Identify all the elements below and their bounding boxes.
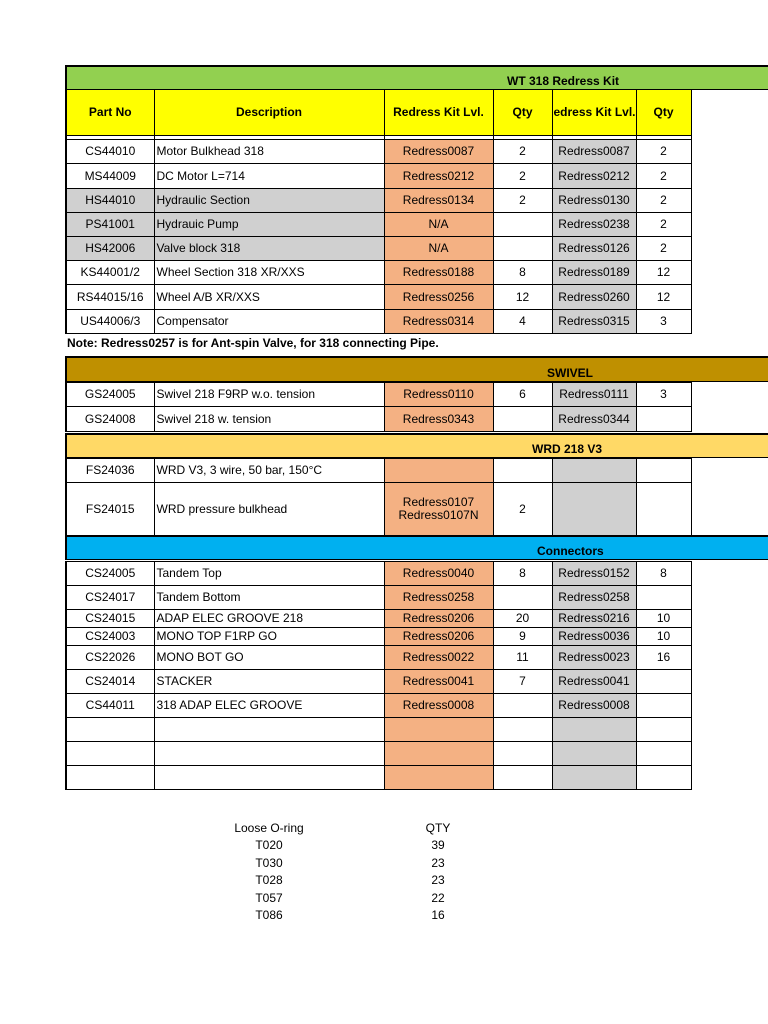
loose-oring-qty-label: QTY xyxy=(425,821,451,835)
table-row xyxy=(66,586,691,610)
wt318-title: WT 318 Redress Kit xyxy=(507,74,620,88)
wrd-title: WRD 218 V3 xyxy=(532,442,603,456)
qty-alt-cell: 16 xyxy=(636,646,691,670)
oring-name: T086 xyxy=(255,908,283,922)
qty-cell: 8 xyxy=(493,261,552,285)
part-no-cell xyxy=(66,718,154,742)
redress-kit-cell: Redress0134 xyxy=(384,189,493,213)
redress-kit-cell: N/A xyxy=(384,237,493,261)
qty-cell: 2 xyxy=(493,483,552,536)
qty-cell: 7 xyxy=(493,670,552,694)
wrd-title-band xyxy=(65,433,768,458)
table-row xyxy=(66,766,691,790)
qty-cell xyxy=(493,586,552,610)
description-cell xyxy=(154,742,384,766)
qty-cell xyxy=(493,742,552,766)
part-no-cell: FS24036 xyxy=(66,459,154,483)
redress-kit-cell: Redress0008 xyxy=(384,694,493,718)
description-cell: Swivel 218 w. tension xyxy=(154,407,384,432)
oring-qty: 16 xyxy=(431,908,445,922)
oring-qty: 23 xyxy=(431,873,445,887)
connectors-title-band xyxy=(65,535,768,560)
part-no-cell: CS44010 xyxy=(66,140,154,164)
part-no-cell: CS44011 xyxy=(66,694,154,718)
qty-alt-cell xyxy=(636,694,691,718)
wt318-note: Note: Redress0257 is for Ant-spin Valve, for 318 connecting Pipe. xyxy=(67,336,439,350)
redress-kit-cell: Redress0206 xyxy=(384,628,493,646)
redress-kit-cell xyxy=(384,718,493,742)
qty-cell: 12 xyxy=(493,285,552,310)
table-row xyxy=(66,310,691,334)
description-cell: Compensator xyxy=(154,310,384,334)
part-no-cell: CS22026 xyxy=(66,646,154,670)
description-cell: Hydrauic Pump xyxy=(154,213,384,237)
part-no-cell: KS44001/2 xyxy=(66,261,154,285)
oring-qty: 23 xyxy=(431,855,445,870)
qty-alt-cell: 2 xyxy=(636,189,691,213)
redress-kit-cell: Redress0022 xyxy=(384,646,493,670)
redress-kit-alt-cell: Redress0258 xyxy=(552,586,636,610)
header-kit2: edress Kit Lvl. xyxy=(552,90,636,136)
swivel-title: SWIVEL xyxy=(547,366,594,380)
redress-kit-alt-cell: Redress0008 xyxy=(552,694,636,718)
redress-kit-alt-cell: Redress0216 xyxy=(552,610,636,628)
redress-kit-line: Redress0107 xyxy=(402,495,475,510)
qty-alt-cell: 12 xyxy=(636,261,691,285)
oring-name: T057 xyxy=(255,890,283,905)
part-no-cell: CS24014 xyxy=(66,670,154,694)
redress-kit-cell: Redress0258 xyxy=(384,586,493,610)
table-row xyxy=(66,237,691,261)
qty-cell: 9 xyxy=(493,628,552,646)
qty-alt-cell: 12 xyxy=(636,285,691,310)
table-row xyxy=(66,213,691,237)
part-no-cell: GS24008 xyxy=(66,407,154,432)
redress-kit-alt-cell: Redress0130 xyxy=(552,189,636,213)
part-no-cell: CS24005 xyxy=(66,562,154,586)
table-row xyxy=(66,261,691,285)
qty-cell: 20 xyxy=(493,610,552,628)
qty-alt-cell xyxy=(636,459,691,483)
header-kit1: Redress Kit Lvl. xyxy=(384,90,493,136)
header-part-no: Part No xyxy=(66,90,154,136)
qty-cell: 4 xyxy=(493,310,552,334)
redress-kit-cell: Redress0314 xyxy=(384,310,493,334)
qty-alt-cell: 2 xyxy=(636,164,691,189)
header-qty1: Qty xyxy=(493,90,552,136)
wrd-table xyxy=(65,458,692,536)
redress-kit-cell: Redress0212 xyxy=(384,164,493,189)
oring-qty: 22 xyxy=(431,890,445,905)
description-cell: ADAP ELEC GROOVE 218 xyxy=(154,610,384,628)
redress-kit-alt-cell: Redress0041 xyxy=(552,670,636,694)
redress-kit-alt-cell: Redress0036 xyxy=(552,628,636,646)
connectors-table xyxy=(65,561,692,790)
qty-alt-cell: 8 xyxy=(636,562,691,586)
wt318-header-row xyxy=(66,90,691,136)
table-row xyxy=(66,694,691,718)
part-no-cell xyxy=(66,766,154,790)
part-no-cell: HS42006 xyxy=(66,237,154,261)
wt318-table xyxy=(65,89,692,334)
qty-cell xyxy=(493,237,552,261)
description-cell xyxy=(154,718,384,742)
qty-cell xyxy=(493,694,552,718)
part-no-cell: CS24015 xyxy=(66,610,154,628)
redress-kit-alt-cell xyxy=(552,459,636,483)
part-no-cell: PS41001 xyxy=(66,213,154,237)
redress-kit-alt-cell: Redress0315 xyxy=(552,310,636,334)
table-row xyxy=(66,285,691,310)
redress-kit-alt-cell: Redress0212 xyxy=(552,164,636,189)
redress-kit-alt-cell xyxy=(552,483,636,536)
description-cell: Tandem Top xyxy=(154,562,384,586)
qty-alt-cell xyxy=(636,718,691,742)
redress-kit-cell: Redress0256 xyxy=(384,285,493,310)
qty-cell xyxy=(493,213,552,237)
redress-kit-alt-cell xyxy=(552,742,636,766)
redress-kit-cell: Redress0343 xyxy=(384,407,493,432)
description-cell: MONO BOT GO xyxy=(154,646,384,670)
oring-name: T030 xyxy=(255,855,283,870)
table-row xyxy=(66,459,691,483)
description-cell: Tandem Bottom xyxy=(154,586,384,610)
qty-alt-cell: 3 xyxy=(636,310,691,334)
qty-cell: 8 xyxy=(493,562,552,586)
redress-kit-line: Redress0107N xyxy=(398,508,479,522)
redress-kit-cell: Redress0087 xyxy=(384,140,493,164)
description-cell: DC Motor L=714 xyxy=(154,164,384,189)
qty-cell xyxy=(493,718,552,742)
part-no-cell: MS44009 xyxy=(66,164,154,189)
description-cell: WRD pressure bulkhead xyxy=(154,483,384,536)
description-cell: MONO TOP F1RP GO xyxy=(154,628,384,646)
redress-kit-cell: Redress0188 xyxy=(384,261,493,285)
redress-kit-alt-cell xyxy=(552,766,636,790)
table-row xyxy=(66,483,691,536)
redress-kit-cell xyxy=(384,766,493,790)
qty-alt-cell xyxy=(636,586,691,610)
qty-alt-cell xyxy=(636,407,691,432)
qty-cell: 6 xyxy=(493,383,552,407)
redress-kit-cell: Redress0206 xyxy=(384,610,493,628)
qty-alt-cell xyxy=(636,670,691,694)
loose-oring-label: Loose O-ring xyxy=(234,821,304,835)
table-row xyxy=(66,383,691,407)
qty-alt-cell: 2 xyxy=(636,237,691,261)
swivel-title-band xyxy=(65,356,768,382)
redress-kit-cell: Redress0041 xyxy=(384,670,493,694)
redress-kit-alt-cell: Redress0023 xyxy=(552,646,636,670)
description-cell: Wheel A/B XR/XXS xyxy=(154,285,384,310)
table-row xyxy=(66,718,691,742)
qty-alt-cell: 2 xyxy=(636,213,691,237)
description-cell: STACKER xyxy=(154,670,384,694)
redress-kit-alt-cell: Redress0189 xyxy=(552,261,636,285)
redress-kit-cell: Redress0110 xyxy=(384,383,493,407)
qty-alt-cell xyxy=(636,483,691,536)
qty-cell xyxy=(493,766,552,790)
part-no-cell: CS24003 xyxy=(66,628,154,646)
description-cell: WRD V3, 3 wire, 50 bar, 150°C xyxy=(154,459,384,483)
table-row xyxy=(66,628,691,646)
redress-kit-alt-cell: Redress0344 xyxy=(552,407,636,432)
qty-cell: 2 xyxy=(493,164,552,189)
qty-alt-cell: 2 xyxy=(636,140,691,164)
qty-alt-cell: 10 xyxy=(636,628,691,646)
qty-cell: 2 xyxy=(493,189,552,213)
description-cell: Wheel Section 318 XR/XXS xyxy=(154,261,384,285)
redress-kit-alt-cell: Redress0152 xyxy=(552,562,636,586)
redress-kit-alt-cell: Redress0260 xyxy=(552,285,636,310)
table-row xyxy=(66,407,691,432)
redress-kit-alt-cell: Redress0238 xyxy=(552,213,636,237)
table-row xyxy=(66,189,691,213)
qty-alt-cell: 10 xyxy=(636,610,691,628)
qty-alt-cell xyxy=(636,766,691,790)
table-row xyxy=(66,670,691,694)
part-no-cell: US44006/3 xyxy=(66,310,154,334)
redress-kit-alt-cell: Redress0087 xyxy=(552,140,636,164)
redress-kit-alt-cell: Redress0111 xyxy=(552,383,636,407)
table-row xyxy=(66,164,691,189)
swivel-table xyxy=(65,382,692,432)
oring-name: T020 xyxy=(255,838,283,852)
redress-kit-cell xyxy=(384,483,493,536)
qty-alt-cell xyxy=(636,742,691,766)
table-row xyxy=(66,646,691,670)
oring-name: T028 xyxy=(255,873,283,887)
qty-alt-cell: 3 xyxy=(636,383,691,407)
oring-qty: 39 xyxy=(431,838,445,852)
table-row xyxy=(66,140,691,164)
redress-kit-cell xyxy=(384,742,493,766)
description-cell: Motor Bulkhead 318 xyxy=(154,140,384,164)
part-no-cell: FS24015 xyxy=(66,483,154,536)
description-cell: Swivel 218 F9RP w.o. tension xyxy=(154,383,384,407)
table-row xyxy=(66,562,691,586)
connectors-title: Connectors xyxy=(537,544,604,558)
table-row xyxy=(66,610,691,628)
part-no-cell xyxy=(66,742,154,766)
redress-kit-alt-cell xyxy=(552,718,636,742)
description-cell: Hydraulic Section xyxy=(154,189,384,213)
wt318-title-band xyxy=(65,65,768,90)
redress-kit-alt-cell: Redress0126 xyxy=(552,237,636,261)
description-cell xyxy=(154,766,384,790)
part-no-cell: RS44015/16 xyxy=(66,285,154,310)
qty-cell xyxy=(493,407,552,432)
qty-cell xyxy=(493,459,552,483)
qty-cell: 11 xyxy=(493,646,552,670)
description-cell: Valve block 318 xyxy=(154,237,384,261)
redress-kit-cell: N/A xyxy=(384,213,493,237)
table-row xyxy=(66,742,691,766)
part-no-cell: CS24017 xyxy=(66,586,154,610)
redress-kit-cell: Redress0040 xyxy=(384,562,493,586)
description-cell: 318 ADAP ELEC GROOVE xyxy=(154,694,384,718)
header-description: Description xyxy=(154,90,384,136)
redress-kit-cell xyxy=(384,459,493,483)
part-no-cell: HS44010 xyxy=(66,189,154,213)
qty-cell: 2 xyxy=(493,140,552,164)
header-qty2: Qty xyxy=(636,90,691,136)
part-no-cell: GS24005 xyxy=(66,383,154,407)
